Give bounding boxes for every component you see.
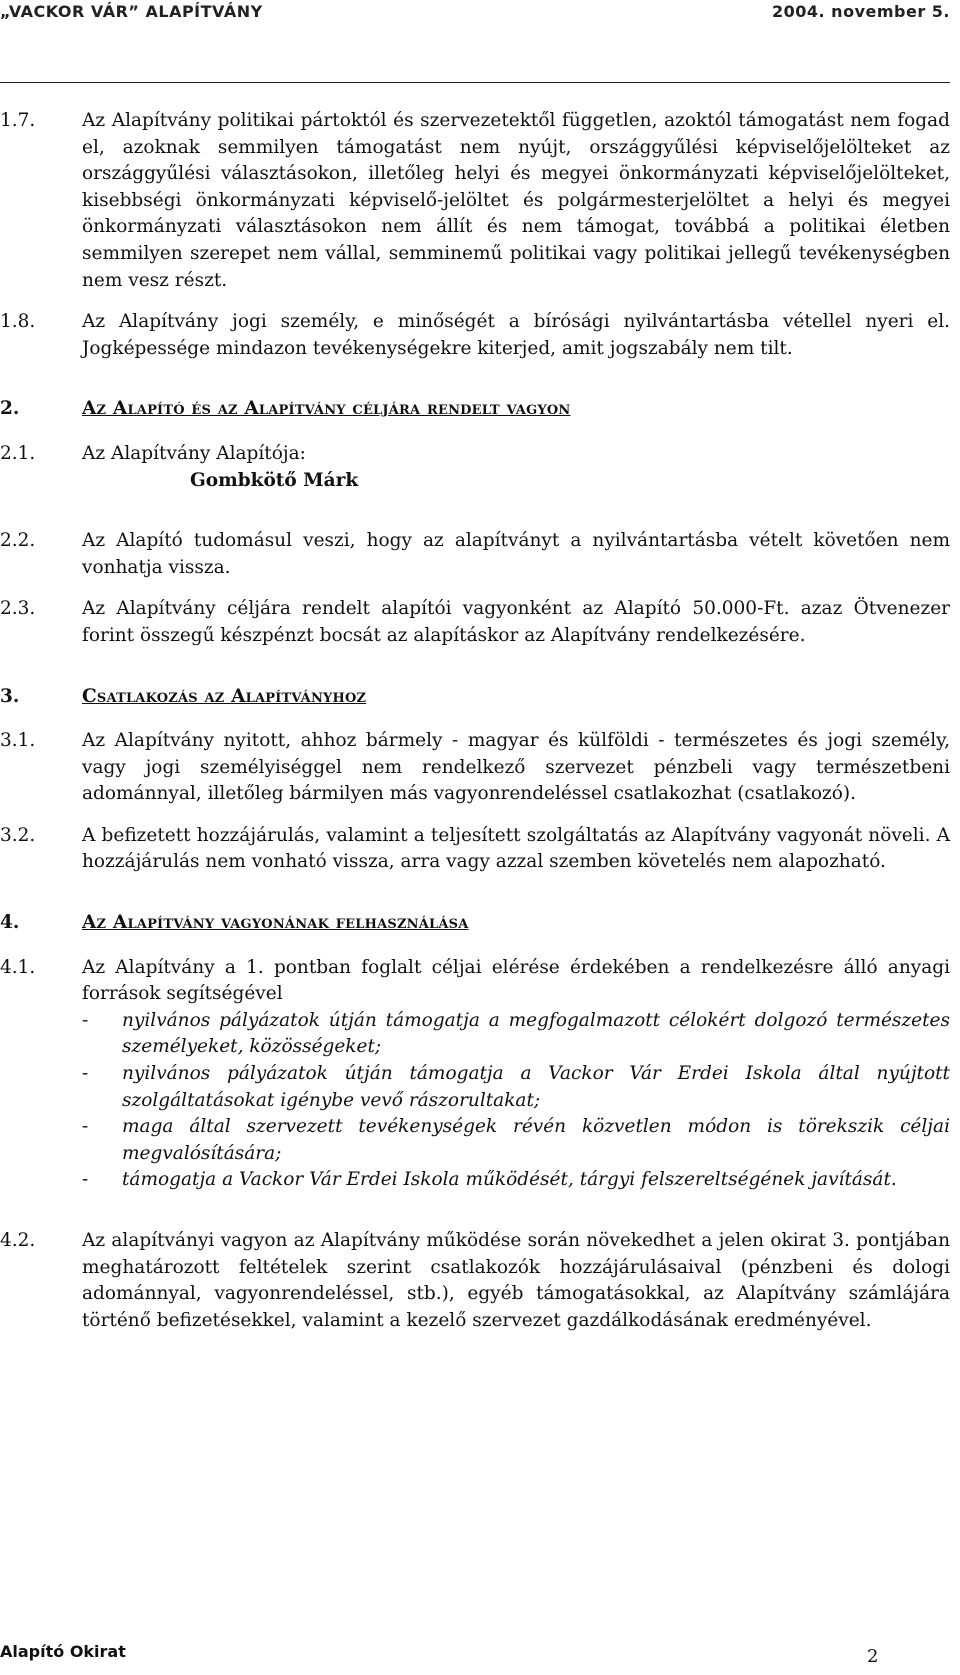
paragraph-number: 2.1. xyxy=(0,442,36,464)
paragraph-4-2 xyxy=(0,1228,950,1334)
list-dash: - xyxy=(82,1063,89,1085)
list-item-text: maga által szervezett tevékenységek révén közvetlen módon is törekszik céljai megvalósítására; xyxy=(122,1116,950,1164)
paragraph-text: Az Alapítvány politikai pártoktól és szervezetektől független, azoktól támogatást nem fogad el, azoknak semmilyen támogatást nem nyújt, országgyűlési képviselőjelölteket az országgyűlési választásokon, illetőleg helyi és megyei önkormányzati képviselőjelölteket, kisebbségi önkormányzati képviselő-jelöltet és polgármesterjelöltet a helyi és megyei önkormányzati választásokon nem állít és nem támogat, továbbá a politikai életben semmilyen szerepet nem vállal, semminemű politikai vagy politikai jellegű tevékenységben nem vesz részt. xyxy=(82,110,950,291)
paragraph-number: 1.8. xyxy=(0,311,36,333)
section-title: Csatlakozás az Alapítványhoz xyxy=(82,685,367,707)
paragraph-number: 4.1. xyxy=(0,956,36,978)
paragraph-2-3 xyxy=(0,596,950,649)
list-item xyxy=(82,1114,950,1167)
section-title: Az Alapítvány vagyonának felhasználása xyxy=(82,912,469,934)
page-header xyxy=(0,0,960,26)
paragraph-number: 3.2. xyxy=(0,824,36,846)
paragraph-number: 2.3. xyxy=(0,598,36,620)
paragraph-text: Az Alapítvány nyitott, ahhoz bármely - magyar és külföldi - természetes és jogi személy, vagy jogi személyiséggel nem rendelkező szervezet pénzbeli vagy természetbeni adománnyal, illetőleg bármilyen más vagyonrendeléssel csatlakozhat (csatlakozó). xyxy=(82,730,950,805)
paragraph-number: 4.2. xyxy=(0,1230,36,1251)
section-heading-3 xyxy=(0,684,950,711)
list-item-text: nyilvános pályázatok útján támogatja a Vackor Vár Erdei Iskola által nyújtott szolgáltatásokat igénybe vevő rászorultakat; xyxy=(122,1063,950,1111)
paragraph-1-7 xyxy=(0,108,950,294)
section-heading-2 xyxy=(0,396,950,423)
paragraph-text: Az Alapítvány a 1. pontban foglalt céljai elérése érdekében a rendelkezésre álló anyagi források segítségével xyxy=(82,956,950,1005)
paragraph-text: Az Alapítvány Alapítója: xyxy=(82,442,306,464)
section-number: 3. xyxy=(0,685,20,707)
paragraph-text: Az Alapítvány jogi személy, e minőségét a bírósági nyilvántartásba vétellel nyeri el. Jogképessége mindazon tevékenységekre kiterjed, amit jogszabály nem tilt. xyxy=(82,311,950,359)
paragraph-number: 2.2. xyxy=(0,530,36,552)
list-dash: - xyxy=(82,1169,89,1191)
list-dash: - xyxy=(82,1009,89,1031)
support-list xyxy=(82,1008,950,1194)
section-title: Az Alapító és az Alapítvány céljára rendelt vagyon xyxy=(82,398,571,420)
paragraph-text: Az Alapító tudomásul veszi, hogy az alapítványt a nyilvántartásba vételt követően nem vonhatja vissza. xyxy=(82,530,950,578)
founder-name: Gombkötő Márk xyxy=(190,469,359,491)
paragraph-4-1 xyxy=(0,955,950,1194)
header-date: 2004. november 5. xyxy=(772,2,950,21)
document-body xyxy=(0,108,950,1349)
page-number: 2 xyxy=(867,1646,879,1667)
section-number: 4. xyxy=(0,912,20,934)
list-item xyxy=(82,1061,950,1114)
paragraph-3-1 xyxy=(0,728,950,808)
paragraph-2-2 xyxy=(0,528,950,581)
header-rule xyxy=(0,82,950,83)
paragraph-text: Az Alapítvány céljára rendelt alapítói vagyonként az Alapító 50.000-Ft. azaz Ötvenezer forint összegű készpénzt bocsát az alapításkor az Alapítvány rendelkezésére. xyxy=(82,598,950,646)
list-dash: - xyxy=(82,1116,89,1138)
paragraph-text: Az alapítványi vagyon az Alapítvány működése során növekedhet a jelen okirat 3. pontjában meghatározott feltételek szerint csatlakozók hozzájárulásaival (pénzbeni és dologi adománnyal, vagyonrendeléssel, stb.), egyéb támogatásokkal, az Alapítvány számlájára történő befizetésekkel, valamint a kezelő szervezet gazdálkodásának eredményével. xyxy=(82,1230,950,1331)
header-organization: „VACKOR VÁR” ALAPÍTVÁNY xyxy=(0,2,263,21)
list-item-text: nyilvános pályázatok útján támogatja a megfogalmazott célokért dolgozó természetes személyeket, közösségeket; xyxy=(122,1009,950,1058)
paragraph-2-1 xyxy=(0,441,950,494)
list-item xyxy=(82,1008,950,1061)
section-heading-4 xyxy=(0,910,950,937)
section-number: 2. xyxy=(0,398,20,420)
paragraph-1-8 xyxy=(0,309,950,362)
paragraph-number: 1.7. xyxy=(0,110,36,131)
paragraph-number: 3.1. xyxy=(0,730,36,752)
list-item-text: támogatja a Vackor Vár Erdei Iskola működését, tárgyi felszereltségének javítását. xyxy=(122,1169,897,1191)
list-item xyxy=(82,1167,950,1194)
paragraph-3-2 xyxy=(0,823,950,876)
paragraph-text: A befizetett hozzájárulás, valamint a teljesített szolgáltatás az Alapítvány vagyonát növeli. A hozzájárulás nem vonható vissza, arra vagy azzal szemben követelés nem alapozható. xyxy=(82,824,950,873)
footer-document-title: Alapító Okirat xyxy=(0,1642,126,1661)
